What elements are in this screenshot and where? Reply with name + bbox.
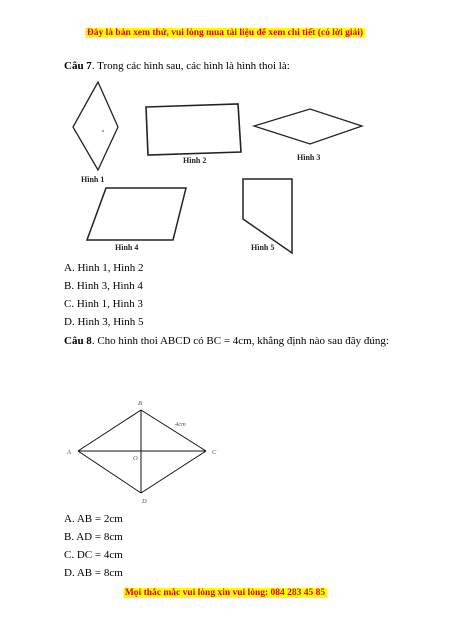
side-bc [141, 410, 206, 451]
side-ab [78, 410, 141, 451]
q7-option-d: D. Hình 3, Hình 5 [64, 316, 144, 328]
side-cd [141, 451, 206, 493]
question-7-text: . Trong các hình sau, các hình là hình thoi là: [91, 60, 290, 72]
q7-option-c: C. Hình 1, Hình 3 [64, 298, 143, 310]
q8-option-c: C. DC = 4cm [64, 549, 123, 561]
vertex-d-label: D [142, 498, 147, 505]
q7-option-a: A. Hình 1, Hình 2 [64, 262, 144, 274]
question-8-text: . Cho hình thoi ABCD có BC = 4cm, khẳng định nào sau đây đúng: [91, 335, 389, 347]
figure-1-label: Hình 1 [81, 175, 105, 184]
vertex-c-label: C [212, 449, 217, 456]
center-o-label: O [133, 455, 138, 462]
vertex-b-label: B [138, 400, 142, 407]
bc-length-label: 4cm [175, 421, 186, 428]
vertex-a-label: A [67, 449, 71, 456]
top-banner-text: Đây là bản xem thử, vui lòng mua tài liệu để xem chi tiết (có lời giải) [86, 28, 364, 38]
side-da [78, 451, 141, 493]
q7-option-b: B. Hình 3, Hình 4 [64, 280, 143, 292]
figure-5-label: Hình 5 [251, 243, 275, 252]
bottom-banner-text: Mọi thắc mắc vui lòng xin vui lòng: 084 283 45 85 [124, 588, 326, 598]
q8-option-b: B. AD = 8cm [64, 531, 123, 543]
question-8-number: Câu 8 [64, 335, 92, 347]
figure-2-label: Hình 2 [183, 156, 207, 165]
figure-3-label: Hình 3 [297, 153, 321, 162]
question-7-number: Câu 7 [64, 60, 92, 72]
bottom-banner [0, 588, 450, 598]
figure-4-label: Hình 4 [115, 243, 139, 252]
q8-option-d: D. AB = 8cm [64, 567, 123, 579]
q8-option-a: A. AB = 2cm [64, 513, 123, 525]
